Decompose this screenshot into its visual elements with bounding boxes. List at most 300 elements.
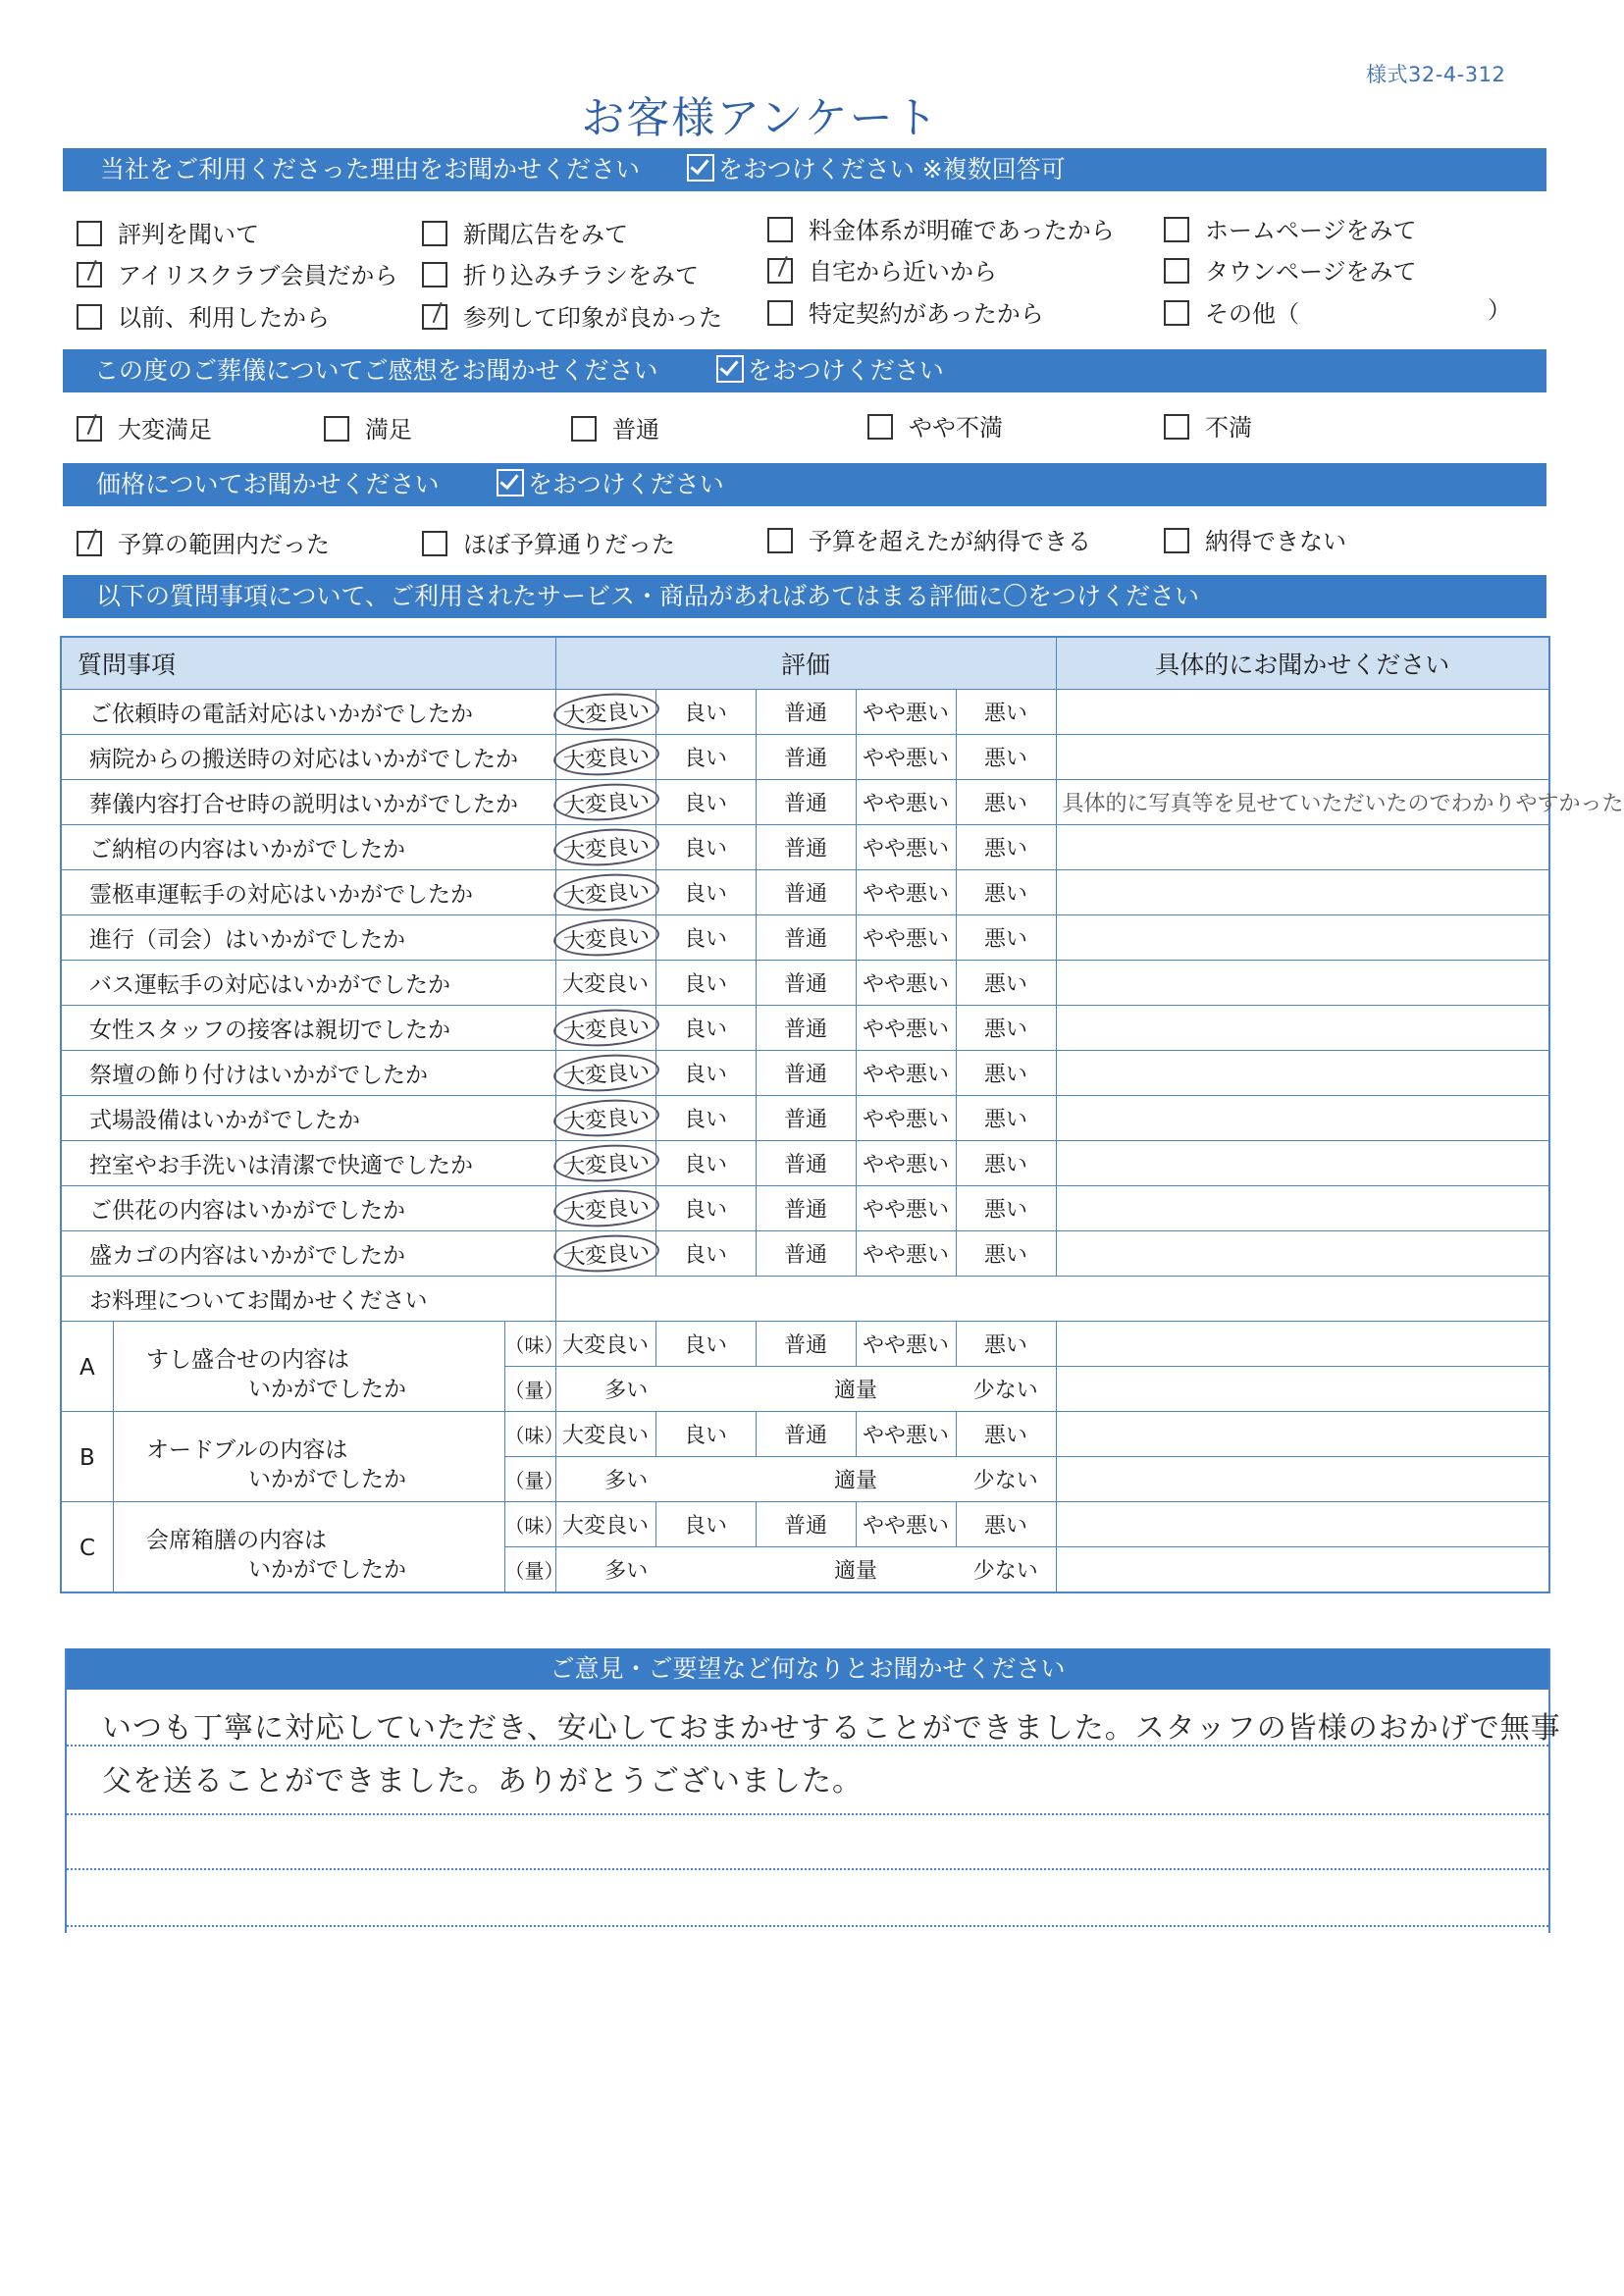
rating-cell[interactable] [655,1412,756,1457]
other-close-paren: ） [1488,296,1511,324]
evaluation-table [60,636,1624,1593]
checkbox[interactable] [1164,528,1189,553]
comment-line-2[interactable]: 父を送ることができました。ありがとうございました。 [102,1764,863,1799]
rating-label: やや悪い [863,1108,950,1132]
detail-cell[interactable] [1056,915,1549,961]
reason-option[interactable] [422,215,628,249]
taste-label: （味） [504,1322,555,1367]
rating-circled: 大変良い [551,915,659,959]
option-label: タウンページをみて [1205,258,1417,286]
rating-label: 普通 [784,1063,828,1087]
amount-label: （量） [504,1457,555,1502]
detail-cell[interactable] [1056,1547,1549,1593]
rating-circled: 大変良い [551,870,659,913]
comment-rule [67,1868,1548,1870]
rating-cell[interactable] [756,1322,856,1367]
table-row [61,1096,1549,1141]
rating-circled: 大変良い [551,1141,659,1184]
rating-cell[interactable] [555,1006,655,1051]
comments-box [65,1648,1561,1933]
rating-label: 悪い [984,1424,1028,1448]
rating-cell[interactable] [655,780,756,825]
food-divider [113,1501,114,1592]
food-line-1: 会席箱膳の内容は [146,1528,327,1553]
table-row [61,915,1549,961]
detail-cell[interactable] [1056,1006,1549,1051]
rating-cell[interactable] [756,870,856,915]
impression-option[interactable] [1164,408,1252,443]
rating-label: 悪い [984,792,1028,816]
rating-label: 悪い [984,882,1028,907]
rating-cell[interactable] [756,735,856,780]
rating-cell[interactable] [655,1051,756,1096]
rating-cell[interactable] [856,1051,956,1096]
table-row [61,780,1549,825]
col-question-header: 質問事項 [61,637,555,690]
food-letter: A [79,1355,95,1381]
rating-cell[interactable] [956,961,1056,1006]
rating-cell[interactable] [956,1141,1056,1186]
option-label: 特定契約があったから [809,300,1044,328]
section-reasons-note: をおつけください ※複数回答可 [718,155,1066,183]
detail-cell[interactable] [1056,1322,1549,1367]
price-option[interactable] [1164,522,1346,556]
section-price-note: をおつけください [528,470,724,498]
rating-cell[interactable] [756,961,856,1006]
rating-cell[interactable] [956,690,1056,735]
checkbox[interactable] [1164,217,1189,242]
rating-label: 大変良い [562,1514,650,1539]
option-label: やや不満 [909,414,1003,442]
table-row [61,1186,1549,1231]
checkbox[interactable] [77,304,102,330]
rating-label: やや悪い [863,882,950,907]
rating-cell[interactable] [756,1051,856,1096]
rating-label: 普通 [784,1333,828,1358]
detail-cell[interactable] [1056,1502,1549,1547]
price-option[interactable] [422,525,675,559]
rating-label: 良い [684,1153,728,1177]
col-rating-header: 評価 [555,637,1056,690]
rating-cell[interactable] [655,1502,756,1547]
rating-cell[interactable] [756,1186,856,1231]
rating-label: 普通 [784,1198,828,1223]
rating-cell[interactable] [555,1412,655,1457]
checkbox-checked[interactable] [77,262,102,287]
checkbox[interactable] [77,221,102,246]
rating-cell[interactable] [555,780,655,825]
detail-cell[interactable] [1056,870,1549,915]
reason-option[interactable] [77,298,330,333]
rating-label: 普通 [784,837,828,861]
rating-label: 良い [684,792,728,816]
section-price-heading: 価格についてお聞かせください [96,470,440,498]
rating-label: 悪い [984,747,1028,771]
option-label: 満足 [365,416,412,444]
rating-cell[interactable] [655,1322,756,1367]
detail-cell[interactable] [1056,961,1549,1006]
rating-circled: 大変良い [551,735,659,778]
question-text: ご依頼時の電話対応はいかがでしたか [61,690,555,735]
checkmark-icon [687,154,714,182]
rating-cell[interactable] [756,915,856,961]
rating-cell[interactable] [956,1412,1056,1457]
rating-cell[interactable] [555,1322,655,1367]
rating-label: 良い [684,1243,728,1268]
rating-circled: 大変良い [551,1006,659,1049]
checkbox[interactable] [767,300,793,326]
rating-cell[interactable] [555,870,655,915]
rating-cell[interactable] [756,1006,856,1051]
checkbox[interactable] [1164,300,1189,326]
rating-cell[interactable] [856,1186,956,1231]
rating-label: やや悪い [863,792,950,816]
rating-cell[interactable] [856,1141,956,1186]
checkbox-checked[interactable] [77,531,102,556]
rating-label: 良い [684,882,728,907]
rating-label: 普通 [784,1018,828,1042]
rating-cell[interactable] [856,870,956,915]
checkbox[interactable] [571,416,597,442]
amount-option[interactable]: 適量 [756,1457,956,1502]
option-label: ほぼ予算通りだった [463,531,675,558]
rating-cell[interactable] [555,1186,655,1231]
rating-cell[interactable] [856,1322,956,1367]
rating-cell[interactable] [856,825,956,870]
checkbox[interactable] [422,262,447,287]
rating-label: 悪い [984,1333,1028,1358]
question-text: 霊柩車運転手の対応はいかがでしたか [61,870,555,915]
rating-label: 普通 [784,1424,828,1448]
rating-label: 良い [684,1514,728,1539]
rating-label: やや悪い [863,702,950,726]
reason-option[interactable] [767,294,1044,329]
rating-cell[interactable] [756,1231,856,1277]
rating-cell[interactable] [856,1006,956,1051]
rating-cell[interactable] [956,1502,1056,1547]
food-item [61,1502,504,1593]
food-heading: お料理についてお聞かせください [61,1277,555,1322]
rating-label: 悪い [984,1153,1028,1177]
rating-cell[interactable] [555,1141,655,1186]
amount-option[interactable]: 適量 [756,1367,956,1412]
question-text: ご供花の内容はいかがでしたか [61,1186,555,1231]
food-line-1: すし盛合せの内容は [146,1347,349,1373]
page-title: お客様アンケート [581,93,940,143]
rating-cell[interactable] [655,1186,756,1231]
amount-option[interactable]: 少ない [956,1457,1056,1502]
option-label: ホームページをみて [1205,217,1417,244]
reason-option[interactable] [77,215,259,249]
rating-cell[interactable] [856,1231,956,1277]
rating-cell[interactable] [555,735,655,780]
rating-cell[interactable] [956,825,1056,870]
section-price-header [63,463,1546,506]
option-label: 新聞広告をみて [463,221,628,248]
rating-cell[interactable] [756,1096,856,1141]
comments-heading: ご意見・ご要望など何なりとお聞かせください [67,1648,1548,1690]
rating-circled: 大変良い [551,780,659,823]
section-impression-header [63,349,1546,392]
checkbox[interactable] [422,531,447,556]
rating-cell[interactable] [655,915,756,961]
reason-option[interactable] [767,252,997,287]
reason-option[interactable] [422,256,699,290]
rating-label: やや悪い [863,1333,950,1358]
rating-label: 普通 [784,927,828,952]
detail-cell[interactable] [1056,1457,1549,1502]
rating-cell[interactable] [655,961,756,1006]
checkbox-checked[interactable] [422,304,447,330]
amount-option[interactable]: 少ない [956,1547,1056,1593]
impression-option[interactable] [77,410,212,444]
rating-label: やや悪い [863,1243,950,1268]
checkbox[interactable] [767,528,793,553]
rating-cell[interactable] [956,1231,1056,1277]
rating-cell[interactable] [856,690,956,735]
rating-cell[interactable] [655,1231,756,1277]
rating-label: 普通 [784,1514,828,1539]
rating-circled: 大変良い [551,1096,659,1139]
reason-option[interactable] [1164,211,1417,245]
checkbox[interactable] [867,414,893,440]
rating-label: 良い [684,1063,728,1087]
detail-cell[interactable] [1056,735,1549,780]
food-letter: C [79,1536,96,1561]
impression-option[interactable] [324,410,412,444]
price-option[interactable] [77,525,330,559]
food-line-2: いかがでしたか [248,1467,406,1492]
rating-cell[interactable] [756,1502,856,1547]
rating-cell[interactable] [956,1186,1056,1231]
detail-cell[interactable] [1056,1096,1549,1141]
rating-label: 悪い [984,1063,1028,1087]
detail-cell[interactable] [1056,1141,1549,1186]
table-row [61,1141,1549,1186]
impression-option[interactable] [867,408,1003,443]
rating-cell[interactable] [856,1502,956,1547]
amount-option[interactable]: 少ない [956,1367,1056,1412]
rating-label: 悪い [984,972,1028,997]
rating-cell[interactable] [655,1096,756,1141]
rating-label: 普通 [784,972,828,997]
rating-circled: 大変良い [551,1051,659,1094]
rating-cell[interactable] [555,915,655,961]
rating-label: 悪い [984,1018,1028,1042]
section-impression-heading: この度のご葬儀についてご感想をお聞かせください [94,356,658,385]
food-line-2: いかがでしたか [248,1377,406,1402]
rating-cell[interactable] [856,780,956,825]
detail-cell[interactable]: 具体的に写真等を見せていただいたのでわかりやすかった [1056,780,1549,825]
rating-circled: 大変良い [551,1231,659,1275]
detail-cell[interactable] [1056,1186,1549,1231]
rating-cell[interactable] [956,870,1056,915]
rating-cell[interactable] [555,825,655,870]
rating-cell[interactable] [655,1141,756,1186]
reason-option[interactable] [1164,252,1417,287]
detail-cell[interactable] [1056,1231,1549,1277]
option-label: 大変満足 [118,416,212,444]
option-label: 納得できない [1205,528,1346,555]
section-impression-note: をおつけください [748,356,944,385]
rating-circled: 大変良い [551,825,659,868]
option-label: 不満 [1205,414,1252,442]
price-option[interactable] [767,522,1091,556]
rating-cell[interactable] [956,1051,1056,1096]
rating-label: やや悪い [863,1153,950,1177]
rating-cell[interactable] [956,1322,1056,1367]
checkmark-icon [497,469,524,496]
rating-label: 良い [684,972,728,997]
rating-cell[interactable] [756,690,856,735]
rating-label: 良い [684,1108,728,1132]
checkbox-checked[interactable] [767,258,793,284]
detail-cell[interactable] [1056,825,1549,870]
question-text: 葬儀内容打合せ時の説明はいかがでしたか [61,780,555,825]
detail-cell[interactable] [1056,1367,1549,1412]
question-text: 祭壇の飾り付けはいかがでしたか [61,1051,555,1096]
rating-cell[interactable] [655,690,756,735]
rating-label: 良い [684,1198,728,1223]
table-row [61,1006,1549,1051]
rating-label: 悪い [984,1198,1028,1223]
food-taste-row [61,1502,1549,1547]
rating-label: 良い [684,747,728,771]
rating-cell[interactable] [655,1006,756,1051]
food-divider [113,1321,114,1412]
amount-option[interactable]: 多い [555,1367,756,1412]
food-item [61,1412,504,1502]
detail-cell[interactable] [1056,1051,1549,1096]
food-taste-row [61,1412,1549,1457]
reason-option[interactable] [1164,294,1299,329]
rating-label: 大変良い [562,1333,650,1358]
rating-cell[interactable] [856,1412,956,1457]
checkmark-icon [716,355,744,383]
table-row [61,961,1549,1006]
rating-cell[interactable] [956,780,1056,825]
rating-circled: 大変良い [551,1186,659,1229]
rating-label: 良い [684,837,728,861]
blank-cell [555,1277,1549,1322]
reason-option[interactable] [422,298,722,333]
comment-rule [67,1925,1548,1927]
option-label: 料金体系が明確であったから [809,217,1115,244]
amount-option[interactable]: 多い [555,1457,756,1502]
table-row [61,825,1549,870]
reason-option[interactable] [77,256,397,290]
food-taste-row [61,1322,1549,1367]
rating-label: やや悪い [863,747,950,771]
rating-cell[interactable] [756,825,856,870]
section-reasons-heading: 当社をご利用くださった理由をお聞かせください [100,155,641,183]
checkbox[interactable] [422,221,447,246]
rating-cell[interactable] [555,1096,655,1141]
rating-label: 良い [684,1424,728,1448]
rating-label: 悪い [984,837,1028,861]
reason-option[interactable] [767,211,1115,245]
rating-label: 悪い [984,1514,1028,1539]
rating-cell[interactable] [655,735,756,780]
section-evaluation-header [63,575,1546,618]
checkbox[interactable] [1164,414,1189,440]
rating-cell[interactable] [956,1006,1056,1051]
rating-cell[interactable] [555,690,655,735]
amount-option[interactable]: 適量 [756,1547,956,1593]
option-label: 評判を聞いて [118,221,259,248]
rating-label: 良い [684,1333,728,1358]
rating-cell[interactable] [856,961,956,1006]
rating-label: 大変良い [562,1424,650,1448]
rating-cell[interactable] [756,1412,856,1457]
rating-label: 悪い [984,1108,1028,1132]
rating-label: 普通 [784,1108,828,1132]
option-label: 折り込みチラシをみて [463,262,699,289]
rating-label: 普通 [784,1153,828,1177]
question-text: 女性スタッフの接客は親切でしたか [61,1006,555,1051]
checkbox[interactable] [1164,258,1189,284]
option-label: 予算を超えたが納得できる [809,528,1091,555]
checkbox[interactable] [324,416,349,442]
rating-label: 普通 [784,1243,828,1268]
rating-cell[interactable] [856,915,956,961]
rating-cell[interactable] [655,825,756,870]
rating-cell[interactable] [756,1141,856,1186]
rating-cell[interactable] [856,1096,956,1141]
rating-cell[interactable] [555,1231,655,1277]
rating-label: やや悪い [863,972,950,997]
option-label: 普通 [612,416,659,444]
rating-cell[interactable] [956,735,1056,780]
detail-cell[interactable] [1056,1412,1549,1457]
rating-cell[interactable] [856,735,956,780]
rating-cell[interactable] [956,915,1056,961]
option-label: その他（ [1205,300,1299,328]
rating-cell[interactable] [655,870,756,915]
table-row [61,1231,1549,1277]
rating-label: 普通 [784,792,828,816]
rating-label: 普通 [784,702,828,726]
checkbox[interactable] [767,217,793,242]
question-text: 病院からの搬送時の対応はいかがでしたか [61,735,555,780]
rating-label: 悪い [984,1243,1028,1268]
form-number: 様式32-4-312 [1366,63,1506,86]
question-text: 進行（司会）はいかがでしたか [61,915,555,961]
rating-cell[interactable] [756,780,856,825]
food-heading-row [61,1277,1549,1322]
table-row [61,1051,1549,1096]
rating-label: やや悪い [863,837,950,861]
comment-line-1[interactable]: いつも丁寧に対応していただき、安心しておまかせすることができました。スタッフの皆様のおかげで無事 [102,1711,1561,1746]
amount-option[interactable]: 多い [555,1547,756,1593]
checkbox-checked[interactable] [77,416,102,442]
option-label: アイリスクラブ会員だから [118,262,398,289]
question-text: 控室やお手洗いは清潔で快適でしたか [61,1141,555,1186]
rating-cell[interactable] [956,1096,1056,1141]
impression-option[interactable] [571,410,659,444]
col-detail-header: 具体的にお聞かせください [1056,637,1549,690]
amount-label: （量） [504,1547,555,1593]
rating-label: やや悪い [863,927,950,952]
rating-cell[interactable] [555,1502,655,1547]
detail-cell[interactable] [1056,690,1549,735]
food-item [61,1322,504,1412]
table-header-row [61,637,1549,690]
rating-cell[interactable] [555,961,655,1006]
rating-cell[interactable] [555,1051,655,1096]
rating-label: 大変良い [562,972,650,997]
table-row [61,735,1549,780]
